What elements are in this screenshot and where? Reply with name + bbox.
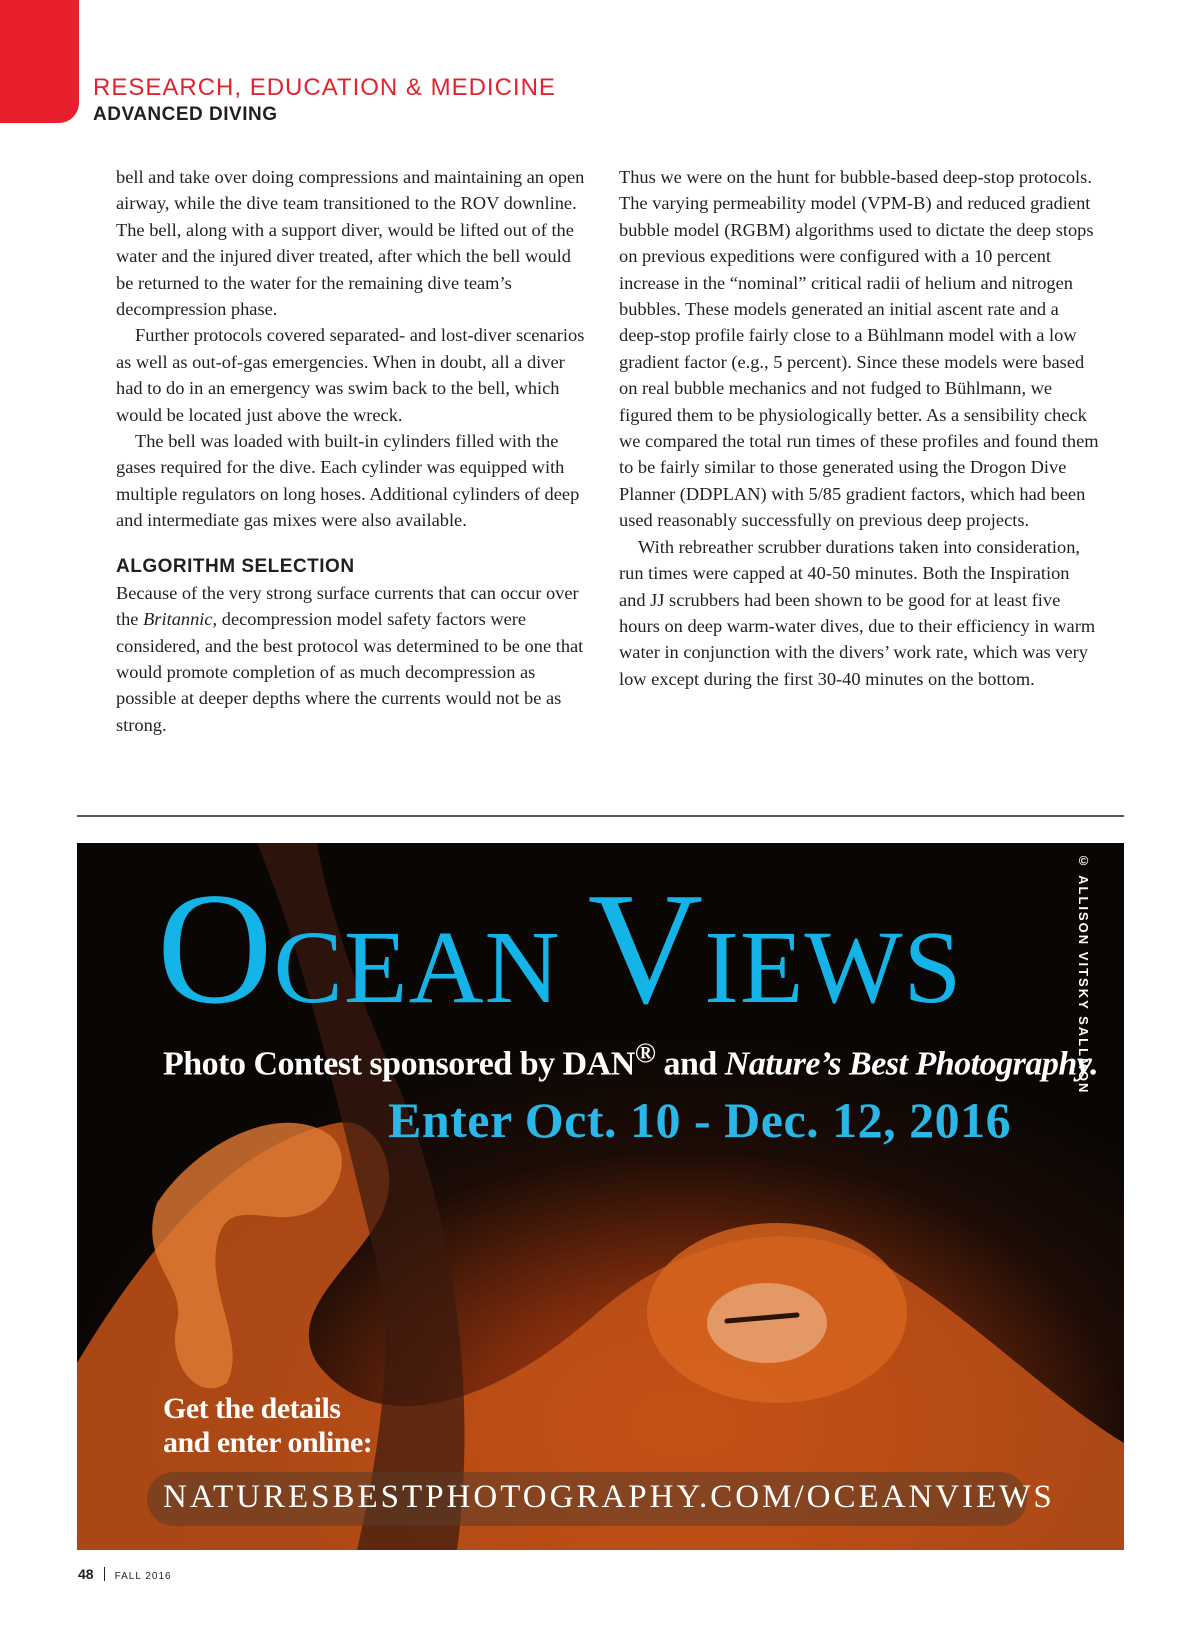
- ad-tagline-text: and: [655, 1045, 725, 1083]
- paragraph: Thus we were on the hunt for bubble-based deep-stop protocols. The varying permeability model (VPM-B) and reduced gradient bubble model (RGBM) algorithms used to dictate the deep stops on previous expeditions were configured with a 10 percent increase in the “nominal” critical radii of helium and nitrogen bubbles. These models generated an initial ascent rate and a deep-stop profile fairly close to a Bühlmann model with a low gradient factor (e.g., 5 percent). Since these models were based on real bubble mechanics and not fudged to Bühlmann, we figured them to be physiologically better. As a sensibility check we compared the total run times of these profiles and found them to be fairly similar to those generated using the Drogon Dive Planner (DDPLAN) with 5/85 gradient factors, which had been used reasonably successfully on previous deep projects.: [619, 167, 1099, 531]
- ad-tagline: [163, 1038, 1098, 1083]
- section-title: RESEARCH, EDUCATION & MEDICINE: [93, 74, 556, 101]
- section-color-tab: [0, 0, 79, 123]
- ad-tagline-text: Photo Contest sponsored by DAN: [163, 1045, 635, 1083]
- photo-credit: © ALLISON VITSKY SALLMON: [1076, 853, 1091, 1095]
- ad-title-part: IEWS: [704, 910, 963, 1025]
- ad-title: [157, 859, 1037, 1043]
- text-span: Because of the very strong surface currents that can occur over the: [116, 582, 579, 630]
- paragraph: bell and take over doing compressions and maintaining an open airway, while the dive team transitioned to the ROV downline. The bell, along with a support diver, would be lifted out of the water and the injured diver treated, after which the bell would be returned to the water for the remaining dive team’s decompression phase.: [116, 167, 585, 320]
- registered-mark: ®: [634, 1038, 656, 1069]
- divider-rule: [77, 815, 1124, 817]
- ad-title-letter: O: [157, 859, 274, 1037]
- ocean-views-advertisement[interactable]: [77, 843, 1124, 1550]
- ad-title-letter: V: [587, 859, 705, 1037]
- section-subtitle: ADVANCED DIVING: [93, 104, 278, 125]
- footer-separator: [104, 1567, 105, 1581]
- ad-tagline-brand: Nature’s Best Photography.: [724, 1045, 1099, 1083]
- paragraph: [116, 580, 586, 738]
- paragraph: Further protocols covered separated- and lost-diver scenarios as well as out-of-gas emergencies. When in doubt, all a diver had to do in an emergency was swim back to the bell, which would be located just above the wreck.: [116, 325, 585, 425]
- article-column-right: [619, 164, 1099, 692]
- ad-cta-line: Get the details: [163, 1392, 341, 1425]
- issue-label: FALL 2016: [114, 1571, 172, 1582]
- ad-cta-line: and enter online:: [163, 1426, 373, 1459]
- paragraph: With rebreather scrubber durations taken into consideration, run times were capped at 40-50 minutes. Both the Inspiration and JJ scrubbers had been shown to be good for at least five hours on deep warm-water dives, due to their efficiency in warm water in conjunction with the divers’ work rate, which was very low except during the first 30-40 minutes on the bottom.: [619, 536, 1096, 689]
- article-column-left: [116, 164, 586, 738]
- ad-call-to-action: [163, 1392, 372, 1460]
- page-number: 48: [78, 1566, 94, 1582]
- ad-title-part: CEAN: [273, 910, 561, 1025]
- subheading: ALGORITHM SELECTION: [116, 555, 355, 577]
- text-span: , decompression model safety factors were considered, and the best protocol was determined to be one that would promote completion of as much decompression as possible at deeper depths where the currents would not be as strong.: [116, 609, 584, 735]
- ad-contest-dates: Enter Oct. 10 - Dec. 12, 2016: [388, 1092, 1012, 1148]
- ship-name: Britannic: [143, 609, 213, 630]
- page-footer: [78, 1566, 172, 1584]
- ad-url-link[interactable]: NATURESBESTPHOTOGRAPHY.COM/OCEANVIEWS: [163, 1479, 1055, 1515]
- paragraph: The bell was loaded with built-in cylinders filled with the gases required for the dive. Each cylinder was equipped with multiple regulators on long hoses. Additional cylinders of deep and intermediate gas mixes were also available.: [116, 431, 580, 531]
